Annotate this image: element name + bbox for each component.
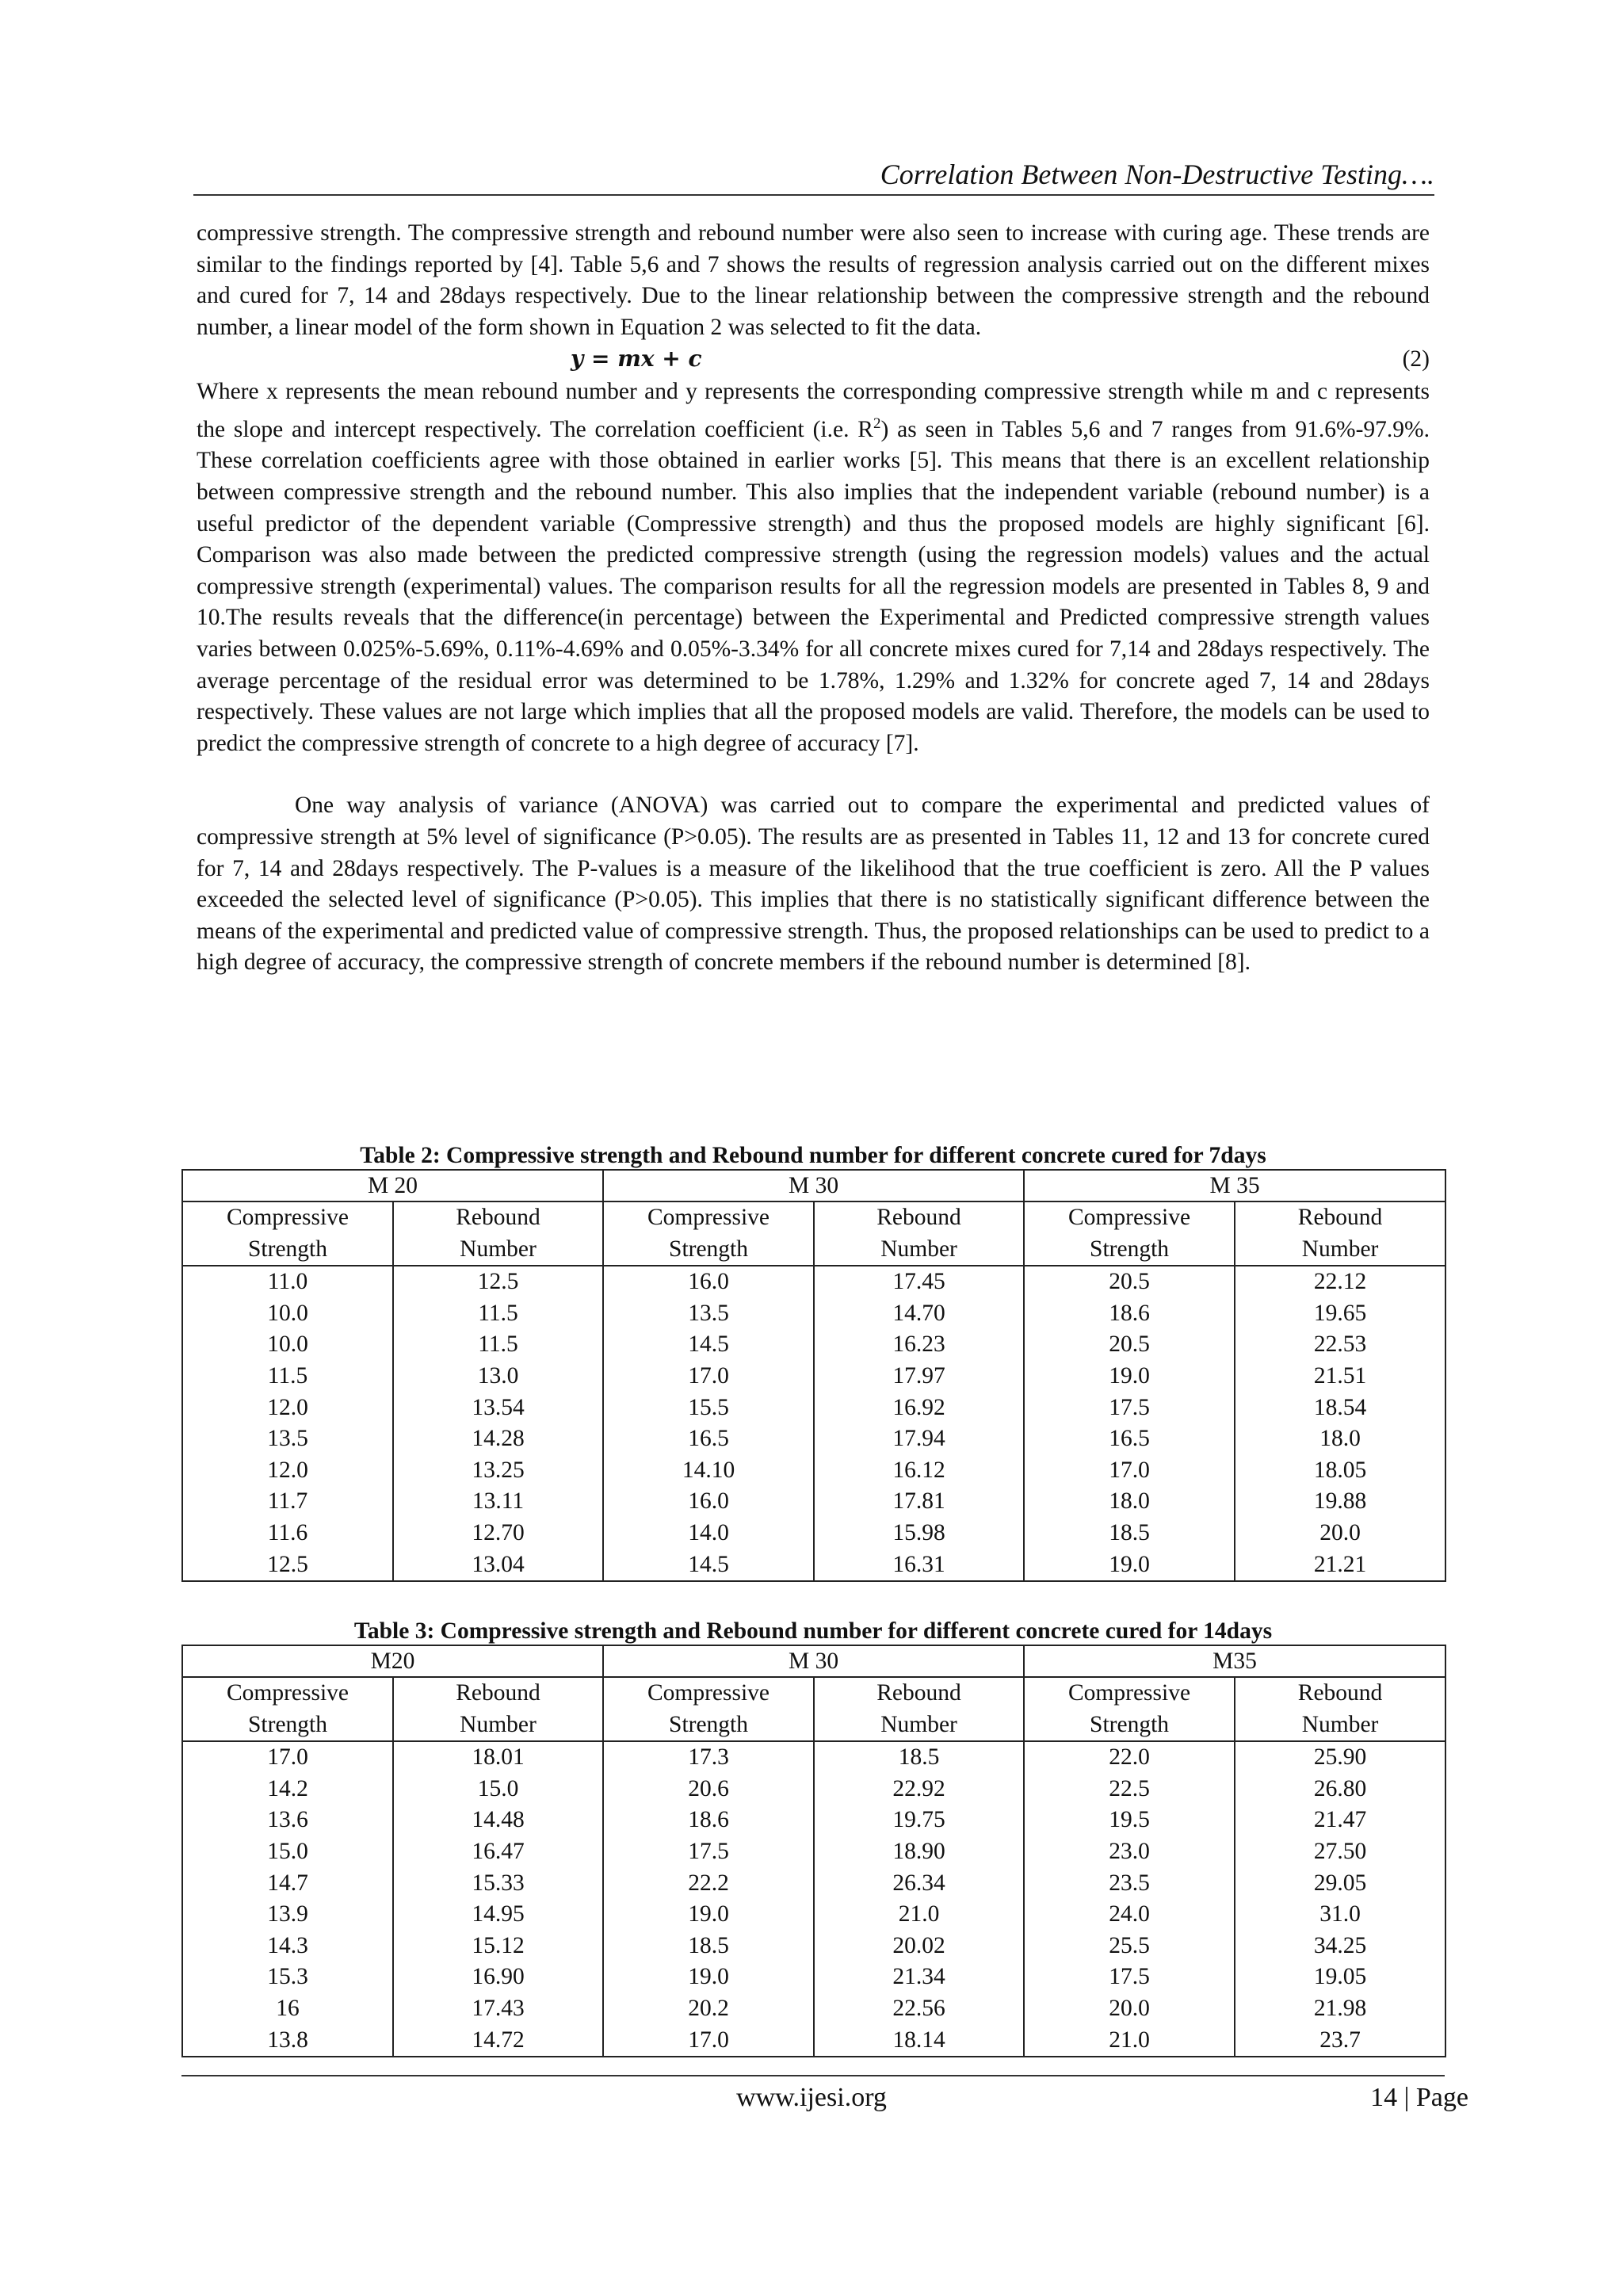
equation-line (197, 343, 1430, 376)
table-cell: 21.51 (1235, 1361, 1445, 1392)
table-cell: 17.0 (1024, 1455, 1235, 1487)
column-header: Rebound (393, 1677, 603, 1710)
table-cell: 25.5 (1024, 1931, 1235, 1962)
table-cell: 19.0 (603, 1899, 814, 1931)
table-cell: 12.5 (393, 1266, 603, 1298)
table-cell: 20.0 (1024, 1993, 1235, 2025)
table-row (182, 1486, 1445, 1518)
paragraph-1: compressive strength. The compressive strength and rebound number were also seen to increase with curing age. These trends are similar to the findings reported by [4]. Table 5,6 and 7 shows the results of regression analysis carried out on the different mixes and cured for 7, 14 and 28days respectively. Due to the linear relationship between the compressive strength and the rebound number, a linear model of the form shown in Equation 2 was selected to fit the data. (197, 220, 1430, 340)
table-cell: 20.6 (603, 1774, 814, 1805)
table-row (182, 1361, 1445, 1392)
table-cell: 14.48 (393, 1805, 603, 1836)
table-cell: 14.2 (182, 1774, 393, 1805)
table-3 (181, 1645, 1446, 2057)
table-2-header-row-2 (182, 1234, 1445, 1266)
column-header: Compressive (182, 1677, 393, 1710)
footer-page-number: 14 | Page (1370, 2083, 1468, 2112)
table-cell: 19.05 (1235, 1962, 1445, 1993)
table-3-group-m35: M35 (1024, 1645, 1445, 1677)
table-cell: 21.21 (1235, 1549, 1445, 1582)
table-cell: 18.6 (603, 1805, 814, 1836)
table-cell: 15.5 (603, 1392, 814, 1424)
table-cell: 13.8 (182, 2025, 393, 2057)
paragraph-2-part-2: ) as seen in Tables 5,6 and 7 ranges from 91.6%-97.9%. These correlation coefficients agree with those obtained in earlier works [5]. This means that there is an excellent relationship between compressive strength and the rebound number. This also implies that the independent variable (rebound number) is a useful predictor of the dependent variable (Compressive strength) and thus the proposed models are highly significant [6]. Comparison was also made between the predicted compressive strength (using the regression models) values and the actual compressive strength (experimental) values. The comparison results for all the regression models are presented in Tables 8, 9 and 10.The results reveals that the difference(in percentage) between the Experimental and Predicted compressive strength values varies between 0.025%-5.69%, 0.11%-4.69% and 0.05%-3.34% for all concrete mixes cured for 7,14 and 28days respectively. The average percentage of the residual error was determined to be 1.78%, 1.29% and 1.32% for concrete aged 7, 14 and 28days respectively. These values are not large which implies that all the proposed models are valid. Therefore, the models can be used to predict the compressive strength of concrete to a high degree of accuracy [7]. (197, 416, 1430, 756)
table-row (182, 1805, 1445, 1836)
table-row (182, 1298, 1445, 1330)
table-cell: 19.0 (1024, 1549, 1235, 1582)
table-cell: 23.5 (1024, 1868, 1235, 1900)
table-row (182, 1549, 1445, 1582)
column-header: Rebound (393, 1201, 603, 1234)
table-row (182, 1836, 1445, 1868)
column-header: Strength (1024, 1234, 1235, 1266)
column-header: Strength (603, 1710, 814, 1742)
table-3-caption: Table 3: Compressive strength and Rebound number for different concrete cured for 14days (353, 1618, 1273, 1644)
table-2-group-m35: M 35 (1024, 1170, 1445, 1201)
table-cell: 17.0 (603, 2025, 814, 2057)
table-cell: 15.33 (393, 1868, 603, 1900)
table-cell: 18.0 (1235, 1423, 1445, 1455)
table-cell: 12.0 (182, 1455, 393, 1487)
equation-2: y = mx + c (571, 346, 702, 372)
r-squared-superscript: 2 (873, 415, 881, 432)
table-row (182, 1423, 1445, 1455)
column-header: Strength (182, 1234, 393, 1266)
table-row (182, 1455, 1445, 1487)
table-cell: 10.0 (182, 1329, 393, 1361)
table-row (182, 1868, 1445, 1900)
table-cell: 31.0 (1235, 1899, 1445, 1931)
paragraph-2 (197, 376, 1430, 759)
column-header: Number (393, 1710, 603, 1742)
table-cell: 14.28 (393, 1423, 603, 1455)
table-cell: 13.54 (393, 1392, 603, 1424)
table-cell: 18.01 (393, 1741, 603, 1774)
table-2-group-row (182, 1170, 1445, 1201)
table-cell: 12.70 (393, 1518, 603, 1549)
equation-number: (2) (1402, 346, 1430, 372)
table-2-caption: Table 2: Compressive strength and Rebound number for different concrete cured for 7days (360, 1143, 1266, 1168)
column-header: Compressive (603, 1201, 814, 1234)
table-cell: 20.5 (1024, 1329, 1235, 1361)
table-cell: 16.23 (814, 1329, 1024, 1361)
table-cell: 18.0 (1024, 1486, 1235, 1518)
column-header: Number (1235, 1234, 1445, 1266)
table-2-header-row-1 (182, 1201, 1445, 1234)
table-cell: 16.0 (603, 1486, 814, 1518)
table-cell: 16.5 (603, 1423, 814, 1455)
table-row (182, 2025, 1445, 2057)
column-header: Strength (603, 1234, 814, 1266)
table-cell: 26.80 (1235, 1774, 1445, 1805)
table-cell: 22.92 (814, 1774, 1024, 1805)
table-cell: 21.0 (814, 1899, 1024, 1931)
running-header: Correlation Between Non-Destructive Testing…. (880, 159, 1434, 190)
paragraph-2-part-1: Where x represents the mean rebound number and y represents the corresponding compressive strength while m and c represents the slope and intercept respectively. The correlation coefficient (i.e. R (197, 379, 1430, 442)
table-3-group-m30: M 30 (603, 1645, 1024, 1677)
table-cell: 10.0 (182, 1298, 393, 1330)
table-2-group-m20: M 20 (182, 1170, 603, 1201)
table-3-header-row-2 (182, 1710, 1445, 1742)
table-cell: 16.5 (1024, 1423, 1235, 1455)
table-cell: 11.6 (182, 1518, 393, 1549)
table-cell: 18.14 (814, 2025, 1024, 2057)
table-cell: 22.56 (814, 1993, 1024, 2025)
table-cell: 21.0 (1024, 2025, 1235, 2057)
table-cell: 14.3 (182, 1931, 393, 1962)
table-cell: 27.50 (1235, 1836, 1445, 1868)
table-cell: 18.5 (814, 1741, 1024, 1774)
table-cell: 11.0 (182, 1266, 393, 1298)
table-cell: 11.7 (182, 1486, 393, 1518)
table-cell: 14.72 (393, 2025, 603, 2057)
table-cell: 18.6 (1024, 1298, 1235, 1330)
column-header: Rebound (814, 1677, 1024, 1710)
table-cell: 16.92 (814, 1392, 1024, 1424)
table-cell: 20.0 (1235, 1518, 1445, 1549)
table-cell: 23.7 (1235, 2025, 1445, 2057)
table-cell: 22.12 (1235, 1266, 1445, 1298)
column-header: Number (393, 1234, 603, 1266)
table-3-group-row (182, 1645, 1445, 1677)
table-cell: 21.47 (1235, 1805, 1445, 1836)
table-cell: 14.0 (603, 1518, 814, 1549)
header-rule (193, 194, 1434, 196)
table-cell: 19.65 (1235, 1298, 1445, 1330)
table-row (182, 1931, 1445, 1962)
table-row (182, 1329, 1445, 1361)
table-cell: 22.2 (603, 1868, 814, 1900)
table-cell: 17.5 (1024, 1392, 1235, 1424)
table-cell: 16 (182, 1993, 393, 2025)
body-text (197, 218, 1430, 979)
table-row (182, 1518, 1445, 1549)
table-cell: 11.5 (182, 1361, 393, 1392)
table-cell: 13.11 (393, 1486, 603, 1518)
table-cell: 19.0 (1024, 1361, 1235, 1392)
column-header: Compressive (603, 1677, 814, 1710)
table-cell: 19.88 (1235, 1486, 1445, 1518)
table-cell: 16.90 (393, 1962, 603, 1993)
table-cell: 22.5 (1024, 1774, 1235, 1805)
table-cell: 15.12 (393, 1931, 603, 1962)
table-cell: 14.5 (603, 1329, 814, 1361)
table-cell: 18.5 (1024, 1518, 1235, 1549)
table-row (182, 1899, 1445, 1931)
table-cell: 16.0 (603, 1266, 814, 1298)
table-row (182, 1774, 1445, 1805)
column-header: Rebound (814, 1201, 1024, 1234)
column-header: Strength (1024, 1710, 1235, 1742)
table-cell: 14.7 (182, 1868, 393, 1900)
table-row (182, 1392, 1445, 1424)
column-header: Rebound (1235, 1201, 1445, 1234)
table-cell: 13.6 (182, 1805, 393, 1836)
paragraph-3: One way analysis of variance (ANOVA) was carried out to compare the experimental and predicted values of compressive strength at 5% level of significance (P>0.05). The results are as presented in Tables 11, 12 and 13 for concrete cured for 7, 14 and 28days respectively. The P-values is a measure of the likelihood that the true coefficient is zero. All the P values exceeded the selected level of significance (P>0.05). This implies that there is no statistically significant difference between the means of the experimental and predicted value of compressive strength. Thus, the proposed relationships can be used to predict to a high degree of accuracy, the compressive strength of concrete members if the rebound number is determined [8]. (197, 793, 1430, 976)
table-row (182, 1741, 1445, 1774)
table-cell: 20.5 (1024, 1266, 1235, 1298)
table-cell: 22.53 (1235, 1329, 1445, 1361)
table-cell: 20.02 (814, 1931, 1024, 1962)
table-cell: 14.95 (393, 1899, 603, 1931)
table-cell: 11.5 (393, 1298, 603, 1330)
table-3-header-row-1 (182, 1677, 1445, 1710)
table-cell: 17.81 (814, 1486, 1024, 1518)
column-header: Strength (182, 1710, 393, 1742)
table-cell: 13.5 (182, 1423, 393, 1455)
table-cell: 20.2 (603, 1993, 814, 2025)
table-cell: 17.43 (393, 1993, 603, 2025)
table-cell: 13.9 (182, 1899, 393, 1931)
table-cell: 22.0 (1024, 1741, 1235, 1774)
table-cell: 16.47 (393, 1836, 603, 1868)
table-cell: 11.5 (393, 1329, 603, 1361)
table-row (182, 1993, 1445, 2025)
table-cell: 29.05 (1235, 1868, 1445, 1900)
table-cell: 15.0 (393, 1774, 603, 1805)
footer-rule (181, 2075, 1445, 2076)
table-3-group-m20: M20 (182, 1645, 603, 1677)
column-header: Number (1235, 1710, 1445, 1742)
table-2-group-m30: M 30 (603, 1170, 1024, 1201)
table-cell: 17.5 (603, 1836, 814, 1868)
table-cell: 16.31 (814, 1549, 1024, 1582)
table-cell: 12.5 (182, 1549, 393, 1582)
table-cell: 24.0 (1024, 1899, 1235, 1931)
table-cell: 34.25 (1235, 1931, 1445, 1962)
table-cell: 21.98 (1235, 1993, 1445, 2025)
table-cell: 13.0 (393, 1361, 603, 1392)
table-cell: 26.34 (814, 1868, 1024, 1900)
table-cell: 18.5 (603, 1931, 814, 1962)
table-cell: 17.45 (814, 1266, 1024, 1298)
column-header: Compressive (1024, 1677, 1235, 1710)
table-cell: 21.34 (814, 1962, 1024, 1993)
table-cell: 15.0 (182, 1836, 393, 1868)
table-cell: 13.25 (393, 1455, 603, 1487)
table-cell: 17.3 (603, 1741, 814, 1774)
table-cell: 15.3 (182, 1962, 393, 1993)
table-cell: 17.97 (814, 1361, 1024, 1392)
column-header: Rebound (1235, 1677, 1445, 1710)
table-cell: 14.5 (603, 1549, 814, 1582)
table-cell: 13.04 (393, 1549, 603, 1582)
table-2 (181, 1169, 1446, 1582)
table-cell: 18.54 (1235, 1392, 1445, 1424)
table-cell: 19.5 (1024, 1805, 1235, 1836)
table-cell: 15.98 (814, 1518, 1024, 1549)
footer-url: www.ijesi.org (736, 2083, 887, 2112)
table-cell: 25.90 (1235, 1741, 1445, 1774)
table-cell: 14.70 (814, 1298, 1024, 1330)
column-header: Number (814, 1234, 1024, 1266)
table-cell: 19.0 (603, 1962, 814, 1993)
table-cell: 23.0 (1024, 1836, 1235, 1868)
table-cell: 18.90 (814, 1836, 1024, 1868)
table-row (182, 1962, 1445, 1993)
table-cell: 13.5 (603, 1298, 814, 1330)
table-cell: 17.0 (603, 1361, 814, 1392)
table-cell: 12.0 (182, 1392, 393, 1424)
column-header: Compressive (1024, 1201, 1235, 1234)
table-cell: 17.94 (814, 1423, 1024, 1455)
column-header: Number (814, 1710, 1024, 1742)
table-cell: 19.75 (814, 1805, 1024, 1836)
table-cell: 16.12 (814, 1455, 1024, 1487)
table-cell: 18.05 (1235, 1455, 1445, 1487)
table-cell: 17.5 (1024, 1962, 1235, 1993)
table-cell: 14.10 (603, 1455, 814, 1487)
table-cell: 17.0 (182, 1741, 393, 1774)
column-header: Compressive (182, 1201, 393, 1234)
table-row (182, 1266, 1445, 1298)
